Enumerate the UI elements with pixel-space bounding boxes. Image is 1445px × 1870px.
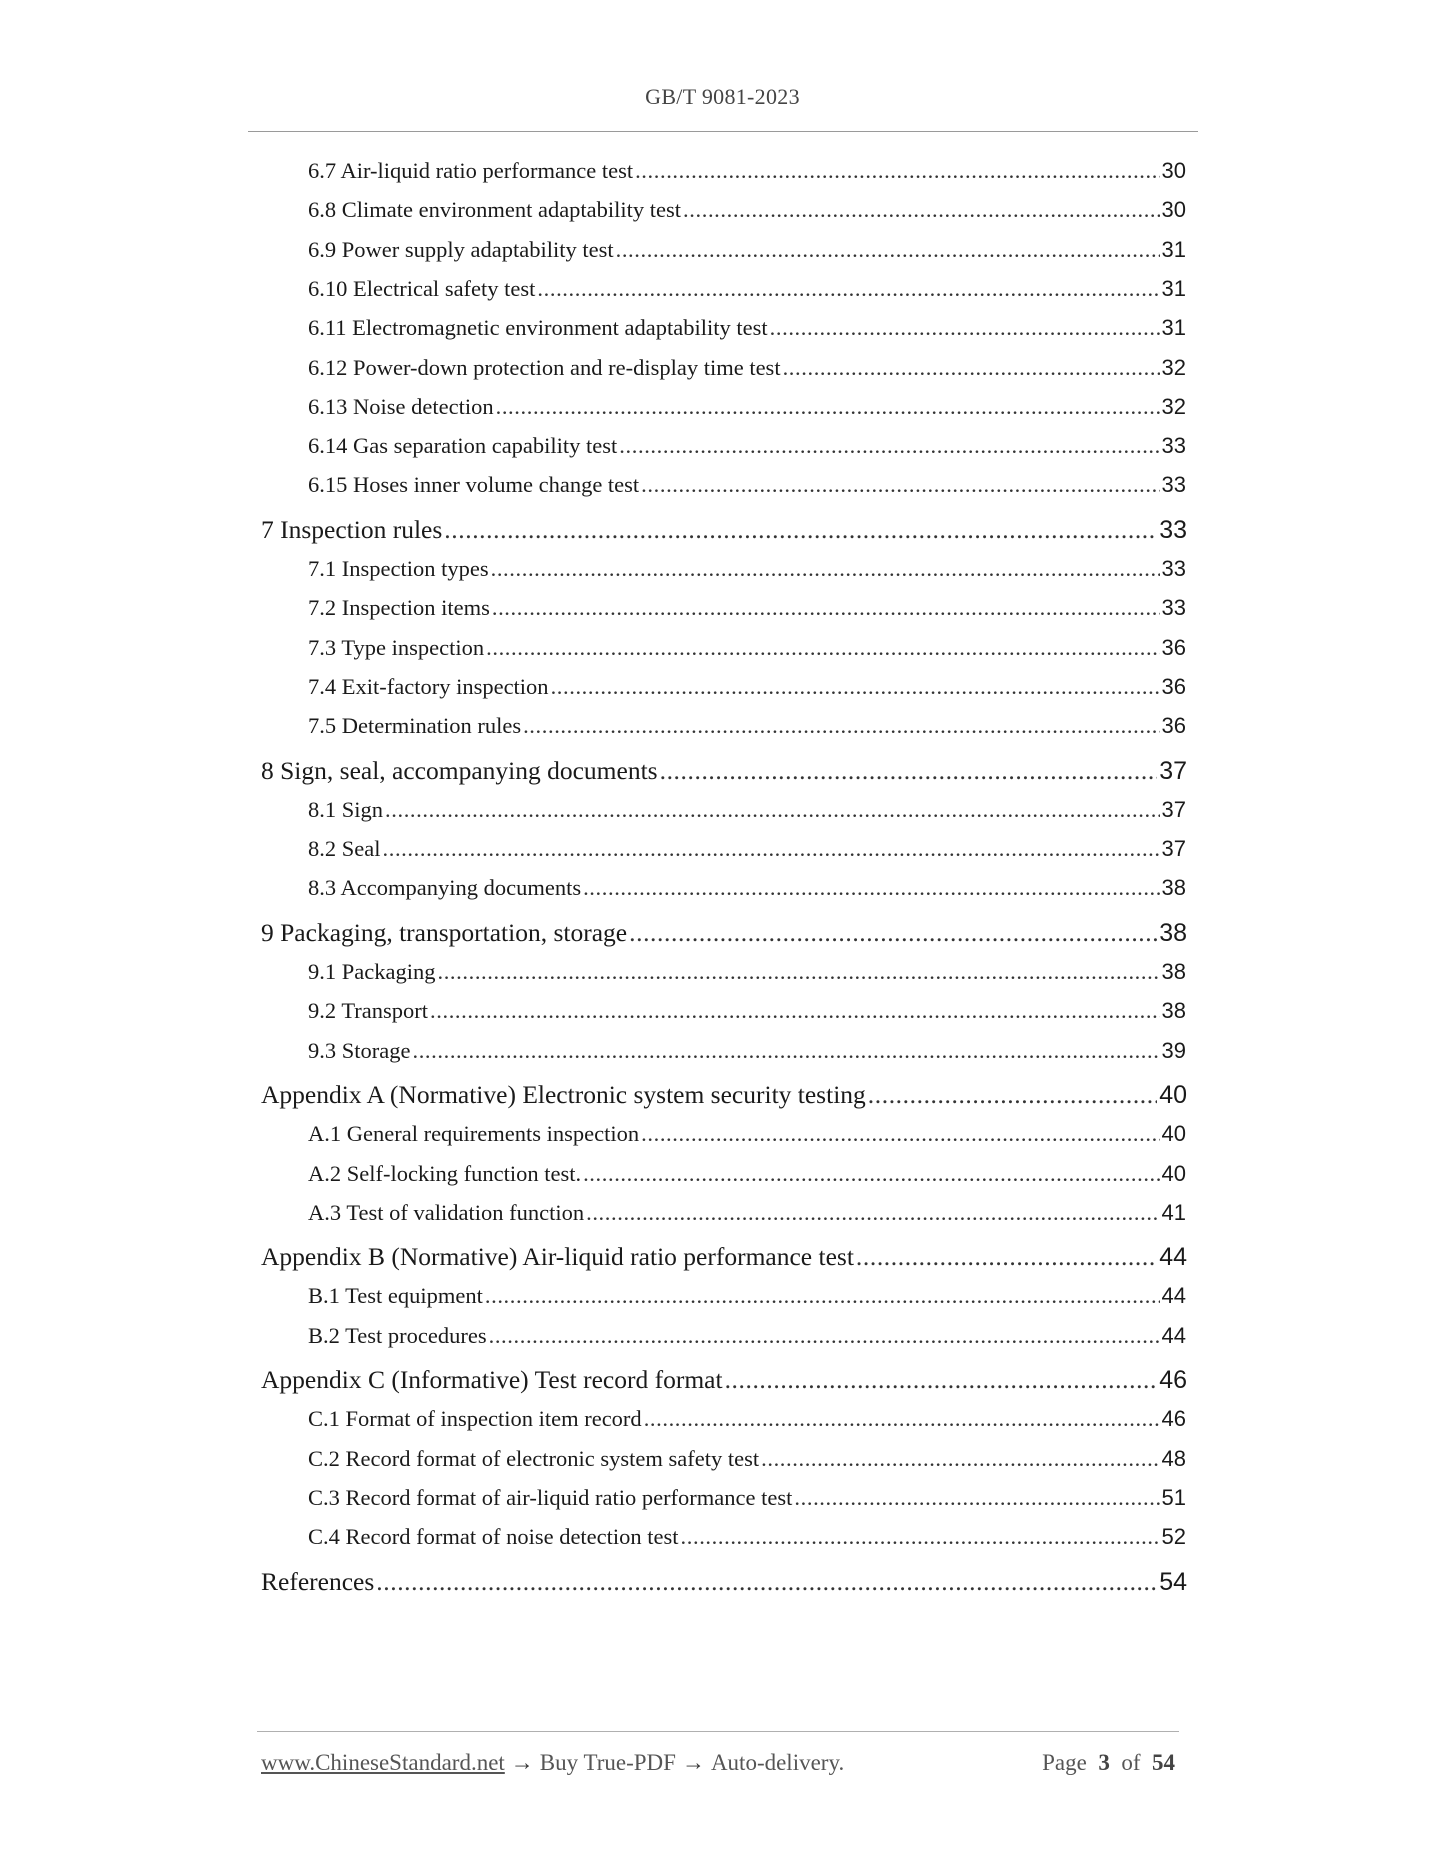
toc-chapter-entry[interactable] xyxy=(261,1242,1187,1272)
toc-page-number: 40 xyxy=(1159,1080,1187,1109)
toc-dot-leader xyxy=(537,276,1159,302)
of-label: of xyxy=(1121,1750,1141,1775)
toc-section-entry[interactable] xyxy=(308,797,1186,823)
toc-page-number: 30 xyxy=(1161,158,1186,183)
toc-section-entry[interactable] xyxy=(308,635,1186,661)
toc-dot-leader xyxy=(412,1038,1159,1064)
toc-section-entry[interactable] xyxy=(308,1524,1186,1550)
toc-dot-leader xyxy=(616,237,1160,263)
toc-chapter-entry[interactable] xyxy=(261,756,1187,786)
toc-dot-leader xyxy=(635,158,1159,184)
toc-entry-title: 6.11 Electromagnetic environment adaptability test xyxy=(308,315,768,341)
toc-page-number: 31 xyxy=(1161,315,1186,341)
toc-page-number: 40 xyxy=(1161,1121,1186,1147)
toc-section-entry[interactable] xyxy=(308,1200,1186,1226)
toc-entry-title: 7.4 Exit-factory inspection xyxy=(308,673,549,699)
toc-entry-title: 6.15 Hoses inner volume change test xyxy=(308,472,640,498)
toc-dot-leader xyxy=(641,1121,1159,1147)
toc-page-number: 32 xyxy=(1161,354,1186,380)
toc-section-entry[interactable] xyxy=(308,556,1186,582)
toc-entry-title: 6.10 Electrical safety test xyxy=(308,275,536,301)
page-label: Page xyxy=(1042,1750,1087,1775)
toc-entry-title: 6.8 Climate environment adaptability test xyxy=(308,197,682,223)
toc-page-number: 51 xyxy=(1161,1484,1186,1510)
toc-dot-leader xyxy=(770,315,1160,341)
toc-dot-leader xyxy=(794,1485,1159,1511)
toc-section-entry[interactable] xyxy=(308,1038,1186,1064)
toc-dot-leader xyxy=(644,1406,1160,1432)
toc-page-number: 41 xyxy=(1161,1199,1186,1225)
toc-dot-leader xyxy=(641,472,1159,498)
toc-section-entry[interactable] xyxy=(308,836,1186,862)
toc-section-entry[interactable] xyxy=(308,276,1186,302)
toc-dot-leader xyxy=(619,433,1159,459)
toc-page-number: 46 xyxy=(1159,1366,1187,1394)
toc-section-entry[interactable] xyxy=(308,472,1186,498)
toc-entry-title: 8.3 Accompanying documents xyxy=(308,875,582,901)
toc-section-entry[interactable] xyxy=(308,315,1186,341)
toc-page-number: 33 xyxy=(1161,472,1186,498)
toc-section-entry[interactable] xyxy=(308,355,1186,381)
toc-dot-leader xyxy=(489,1323,1160,1349)
toc-section-entry[interactable] xyxy=(308,1121,1186,1147)
toc-entry-title: 9 Packaging, transportation, storage xyxy=(261,917,628,947)
toc-dot-leader xyxy=(437,959,1159,985)
toc-page-number: 38 xyxy=(1159,918,1187,947)
arrow-right-icon: → xyxy=(510,1750,534,1775)
toc-section-entry[interactable] xyxy=(308,959,1186,985)
toc-section-entry[interactable] xyxy=(308,1283,1186,1309)
toc-section-entry[interactable] xyxy=(308,237,1186,263)
toc-entry-title: 7.1 Inspection types xyxy=(308,556,489,581)
toc-page-number: 37 xyxy=(1161,796,1186,822)
toc-entry-title: 6.9 Power supply adaptability test xyxy=(308,236,614,262)
toc-section-entry[interactable] xyxy=(308,1406,1186,1432)
toc-dot-leader xyxy=(486,635,1159,661)
current-page-number: 3 xyxy=(1098,1750,1110,1775)
toc-dot-leader xyxy=(492,595,1160,621)
toc-page-number: 33 xyxy=(1161,595,1186,621)
toc-section-entry[interactable] xyxy=(308,713,1186,739)
auto-delivery-text: Auto-delivery. xyxy=(710,1750,845,1775)
toc-section-entry[interactable] xyxy=(308,158,1186,184)
toc-dot-leader xyxy=(583,1161,1159,1187)
toc-section-entry[interactable] xyxy=(308,875,1186,901)
toc-section-entry[interactable] xyxy=(308,1485,1186,1511)
toc-section-entry[interactable] xyxy=(308,595,1186,621)
toc-entry-title: C.1 Format of inspection item record xyxy=(308,1406,642,1432)
toc-entry-title: 7 Inspection rules xyxy=(261,514,443,544)
toc-entry-title: 7.2 Inspection items xyxy=(308,595,490,621)
toc-dot-leader xyxy=(491,556,1160,582)
toc-entry-title: 6.7 Air-liquid ratio performance test xyxy=(308,158,634,183)
toc-section-entry[interactable] xyxy=(308,1323,1186,1349)
toc-page-number: 36 xyxy=(1161,713,1186,739)
toc-dot-leader xyxy=(660,756,1158,786)
footer-promo xyxy=(261,1750,844,1776)
toc-page-number: 33 xyxy=(1159,515,1187,544)
toc-page-number: 30 xyxy=(1161,197,1186,223)
toc-page-number: 39 xyxy=(1161,1037,1186,1063)
toc-page-number: 44 xyxy=(1159,1243,1187,1272)
toc-page-number: 48 xyxy=(1161,1445,1186,1471)
total-pages-number: 54 xyxy=(1152,1750,1175,1775)
toc-dot-leader xyxy=(430,998,1159,1024)
toc-page-number: 40 xyxy=(1161,1160,1186,1186)
footer-divider xyxy=(257,1731,1179,1732)
toc-entry-title: 9.2 Transport xyxy=(308,998,429,1024)
toc-dot-leader xyxy=(856,1242,1157,1272)
toc-dot-leader xyxy=(551,674,1160,700)
toc-entry-title: A.1 General requirements inspection xyxy=(308,1121,640,1147)
toc-page-number: 46 xyxy=(1161,1406,1186,1432)
toc-page-number: 37 xyxy=(1161,836,1186,862)
header-divider xyxy=(248,131,1198,132)
toc-chapter-entry[interactable] xyxy=(261,1365,1187,1395)
toc-section-entry[interactable] xyxy=(308,1161,1186,1187)
buy-true-pdf-text: Buy True-PDF xyxy=(539,1750,676,1775)
toc-dot-leader xyxy=(761,1446,1159,1472)
toc-dot-leader xyxy=(385,797,1160,823)
toc-page-number: 52 xyxy=(1161,1524,1186,1550)
toc-entry-title: 8 Sign, seal, accompanying documents xyxy=(261,755,658,785)
toc-page-number: 33 xyxy=(1161,433,1186,459)
toc-page-number: 54 xyxy=(1159,1567,1187,1596)
page-header xyxy=(0,84,1445,110)
toc-entry-title: B.1 Test equipment xyxy=(308,1283,483,1309)
toc-section-entry[interactable] xyxy=(308,433,1186,459)
toc-entry-title: References xyxy=(261,1566,375,1596)
toc-chapter-entry[interactable] xyxy=(261,1080,1187,1110)
toc-entry-title: 9.3 Storage xyxy=(308,1037,411,1063)
toc-dot-leader xyxy=(496,394,1160,420)
toc-chapter-entry[interactable] xyxy=(261,1567,1187,1597)
toc-dot-leader xyxy=(583,875,1159,901)
page-indicator xyxy=(1042,1750,1175,1776)
toc-page-number: 37 xyxy=(1159,756,1187,785)
toc-section-entry[interactable] xyxy=(308,998,1186,1024)
toc-section-entry[interactable] xyxy=(308,197,1186,223)
chinese-standard-link[interactable]: www.ChineseStandard.net xyxy=(261,1750,505,1775)
toc-dot-leader xyxy=(383,836,1160,862)
toc-entry-title: 7.5 Determination rules xyxy=(308,713,522,739)
toc-entry-title: C.4 Record format of noise detection test xyxy=(308,1524,679,1550)
toc-dot-leader xyxy=(523,713,1159,739)
toc-dot-leader xyxy=(376,1567,1157,1597)
toc-page-number: 36 xyxy=(1161,673,1186,699)
toc-page-number: 32 xyxy=(1161,393,1186,419)
toc-entry-title: B.2 Test procedures xyxy=(308,1322,487,1348)
toc-entry-title: 8.1 Sign xyxy=(308,796,384,822)
toc-section-entry[interactable] xyxy=(308,1446,1186,1472)
arrow-right-icon: → xyxy=(681,1750,705,1775)
toc-entry-title: A.3 Test of validation function xyxy=(308,1199,585,1225)
toc-page-number: 38 xyxy=(1161,959,1186,984)
toc-dot-leader xyxy=(485,1283,1160,1309)
toc-entry-title: A.2 Self-locking function test. xyxy=(308,1160,582,1186)
toc-entry-title: 6.14 Gas separation capability test xyxy=(308,433,618,459)
toc-dot-leader xyxy=(444,515,1157,545)
toc-section-entry[interactable] xyxy=(308,394,1186,420)
toc-page-number: 44 xyxy=(1161,1322,1186,1348)
toc-page-number: 38 xyxy=(1161,998,1186,1024)
toc-entry-title: C.3 Record format of air-liquid ratio performance test xyxy=(308,1484,793,1510)
toc-entry-title: Appendix B (Normative) Air-liquid ratio performance test xyxy=(261,1242,854,1272)
toc-section-entry[interactable] xyxy=(308,674,1186,700)
toc-page-number: 36 xyxy=(1161,634,1186,660)
toc-page-number: 33 xyxy=(1161,556,1186,581)
toc-dot-leader xyxy=(725,1365,1158,1395)
toc-dot-leader xyxy=(586,1200,1159,1226)
toc-entry-title: Appendix A (Normative) Electronic system security testing xyxy=(261,1079,866,1109)
toc-entry-title: 9.1 Packaging xyxy=(308,959,436,984)
toc-entry-title: 7.3 Type inspection xyxy=(308,634,485,660)
toc-dot-leader xyxy=(783,355,1160,381)
toc-dot-leader xyxy=(629,918,1157,948)
toc-dot-leader xyxy=(868,1080,1157,1110)
toc-entry-title: Appendix C (Informative) Test record format xyxy=(261,1365,723,1394)
toc-entry-title: 8.2 Seal xyxy=(308,836,381,862)
toc-page-number: 31 xyxy=(1161,275,1186,301)
standard-code: GB/T 9081-2023 xyxy=(645,84,800,109)
toc-page-number: 31 xyxy=(1161,236,1186,262)
toc-chapter-entry[interactable] xyxy=(261,918,1187,948)
toc-entry-title: 6.13 Noise detection xyxy=(308,393,494,419)
toc-entry-title: 6.12 Power-down protection and re-display time test xyxy=(308,354,781,380)
toc-chapter-entry[interactable] xyxy=(261,515,1187,545)
toc-dot-leader xyxy=(681,1524,1160,1550)
toc-entry-title: C.2 Record format of electronic system safety test xyxy=(308,1445,760,1471)
toc-dot-leader xyxy=(683,197,1159,223)
toc-page-number: 38 xyxy=(1161,875,1186,901)
toc-page-number: 44 xyxy=(1161,1283,1186,1309)
